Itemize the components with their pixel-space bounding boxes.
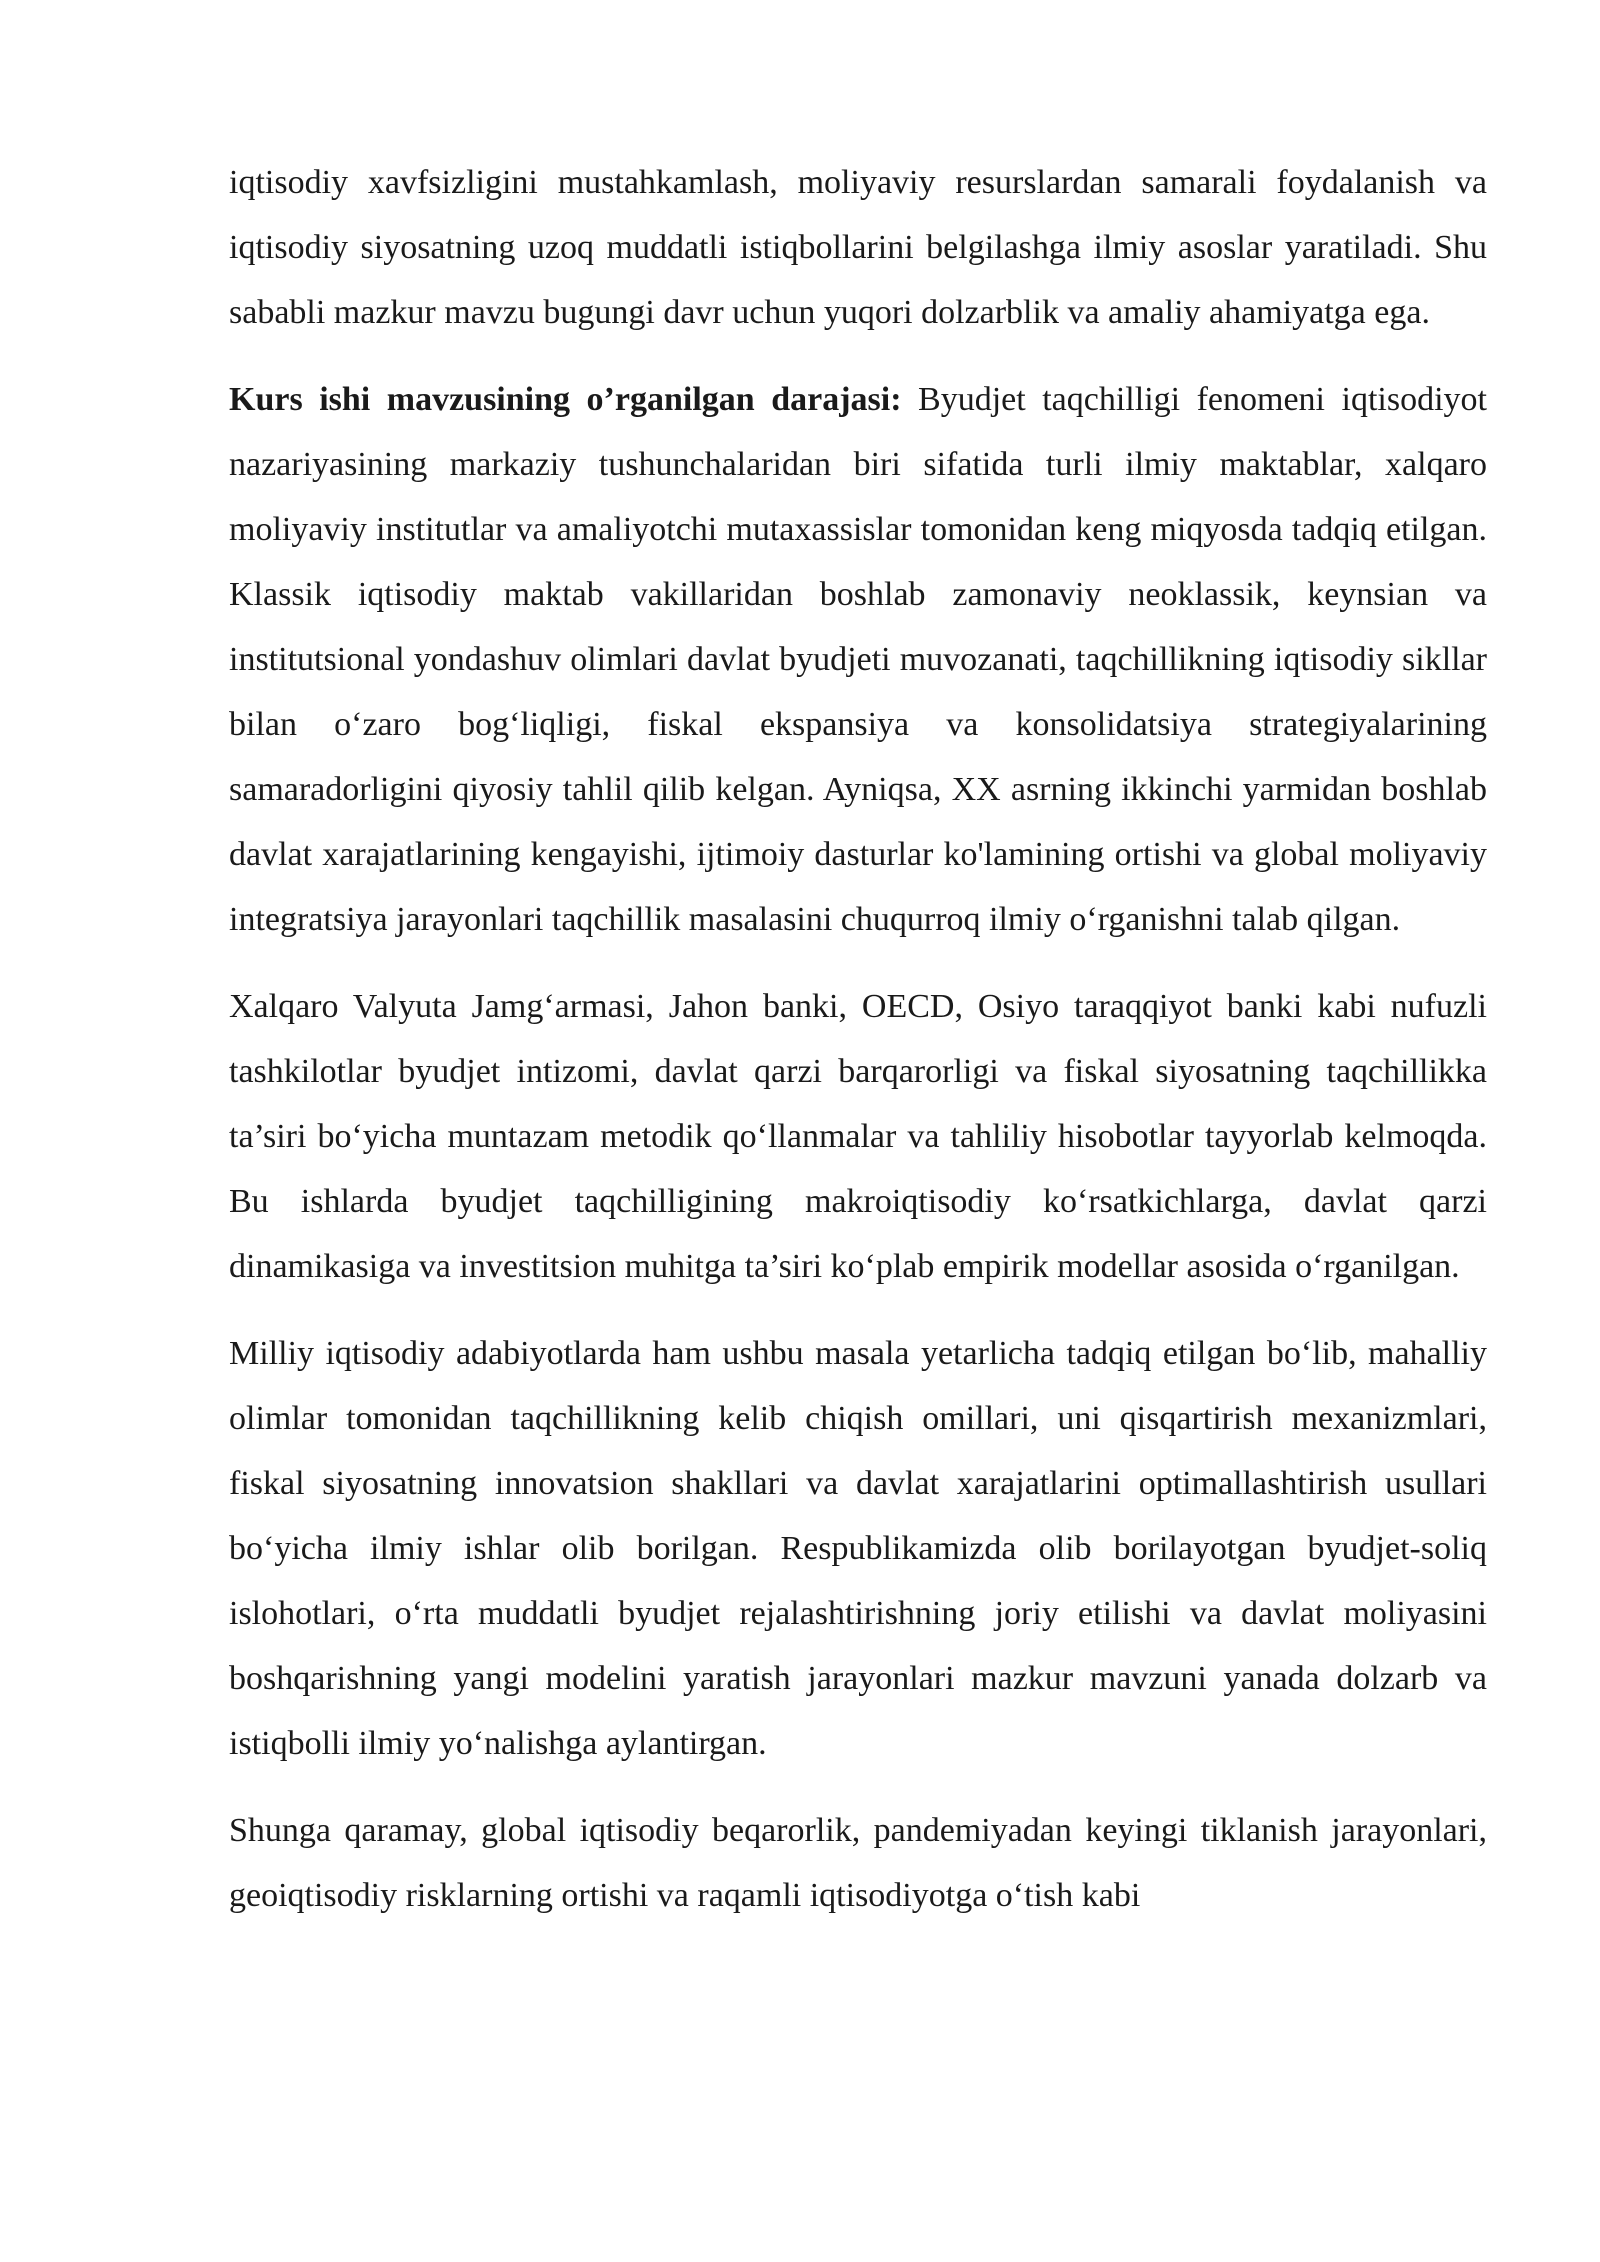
paragraph-national-literature [229, 1321, 1487, 1776]
paragraph-study-level [229, 367, 1487, 952]
paragraph-text: Milliy iqtisodiy adabiyotlarda ham ushbu masala yetarlicha tadqiq etilgan bo‘lib, mahalliy olimlar tomonidan taqchillikning kelib chiqish omillari, uni qisqartirish mexanizmlari, fiskal siyosatning innovatsion shakllari va davlat xarajatlarini optimallashtirish usullari bo‘yicha ilmiy ishlar olib borilgan. Respublikamizda olib borilayotgan byudjet-soliq islohotlari, o‘rta muddatli byudjet rejalashtirishning joriy etilishi va davlat moliyasini boshqarishning yangi modelini yaratish jarayonlari mazkur mavzuni yanada dolzarb va istiqbolli ilmiy yo‘nalishga aylantirgan. [229, 1335, 1487, 1762]
paragraph-text: Shunga qaramay, global iqtisodiy beqarorlik, pandemiyadan keyingi tiklanish jarayonlari, geoiqtisodiy risklarning ortishi va raqamli iqtisodiyotga o‘tish kabi [229, 1812, 1487, 1914]
paragraph-intro-continuation [229, 150, 1487, 345]
paragraph-international-orgs [229, 974, 1487, 1299]
paragraph-text: Byudjet taqchilligi fenomeni iqtisodiyot nazariyasining markaziy tushunchalaridan biri sifatida turli ilmiy maktablar, xalqaro moliyaviy institutlar va amaliyotchi mutaxassislar tomonidan keng miqyosda tadqiq etilgan. Klassik iqtisodiy maktab vakillaridan boshlab zamonaviy neoklassik, keynsian va institutsional yondashuv olimlari davlat byudjeti muvozanati, taqchillikning iqtisodiy sikllar bilan o‘zaro bog‘liqligi, fiskal ekspansiya va konsolidatsiya strategiyalarining samaradorligini qiyosiy tahlil qilib kelgan. Ayniqsa, XX asrning ikkinchi yarmidan boshlab davlat xarajatlarining kengayishi, ijtimoiy dasturlar ko'lamining ortishi va global moliyaviy integratsiya jarayonlari taqchillik masalasini chuqurroq ilmiy o‘rganishni talab qilgan. [229, 381, 1487, 938]
paragraph-text: iqtisodiy xavfsizligini mustahkamlash, moliyaviy resurslardan samarali foydalanish va iqtisodiy siyosatning uzoq muddatli istiqbollarini belgilashga ilmiy asoslar yaratiladi. Shu sababli mazkur mavzu bugungi davr uchun yuqori dolzarblik va amaliy ahamiyatga ega. [229, 164, 1487, 331]
paragraph-text: Xalqaro Valyuta Jamg‘armasi, Jahon banki, OECD, Osiyo taraqqiyot banki kabi nufuzli tashkilotlar byudjet intizomi, davlat qarzi barqarorligi va fiskal siyosatning taqchillikka ta’siri bo‘yicha muntazam metodik qo‘llanmalar va tahliliy hisobotlar tayyorlab kelmoqda. Bu ishlarda byudjet taqchilligining makroiqtisodiy ko‘rsatkichlarga, davlat qarzi dinamikasiga va investitsion muhitga ta’siri ko‘plab empirik modellar asosida o‘rganilgan. [229, 988, 1487, 1285]
section-heading: Kurs ishi mavzusining o’rganilgan darajasi: [229, 381, 902, 418]
paragraph-however [229, 1798, 1487, 1928]
body-text [229, 150, 1487, 1950]
